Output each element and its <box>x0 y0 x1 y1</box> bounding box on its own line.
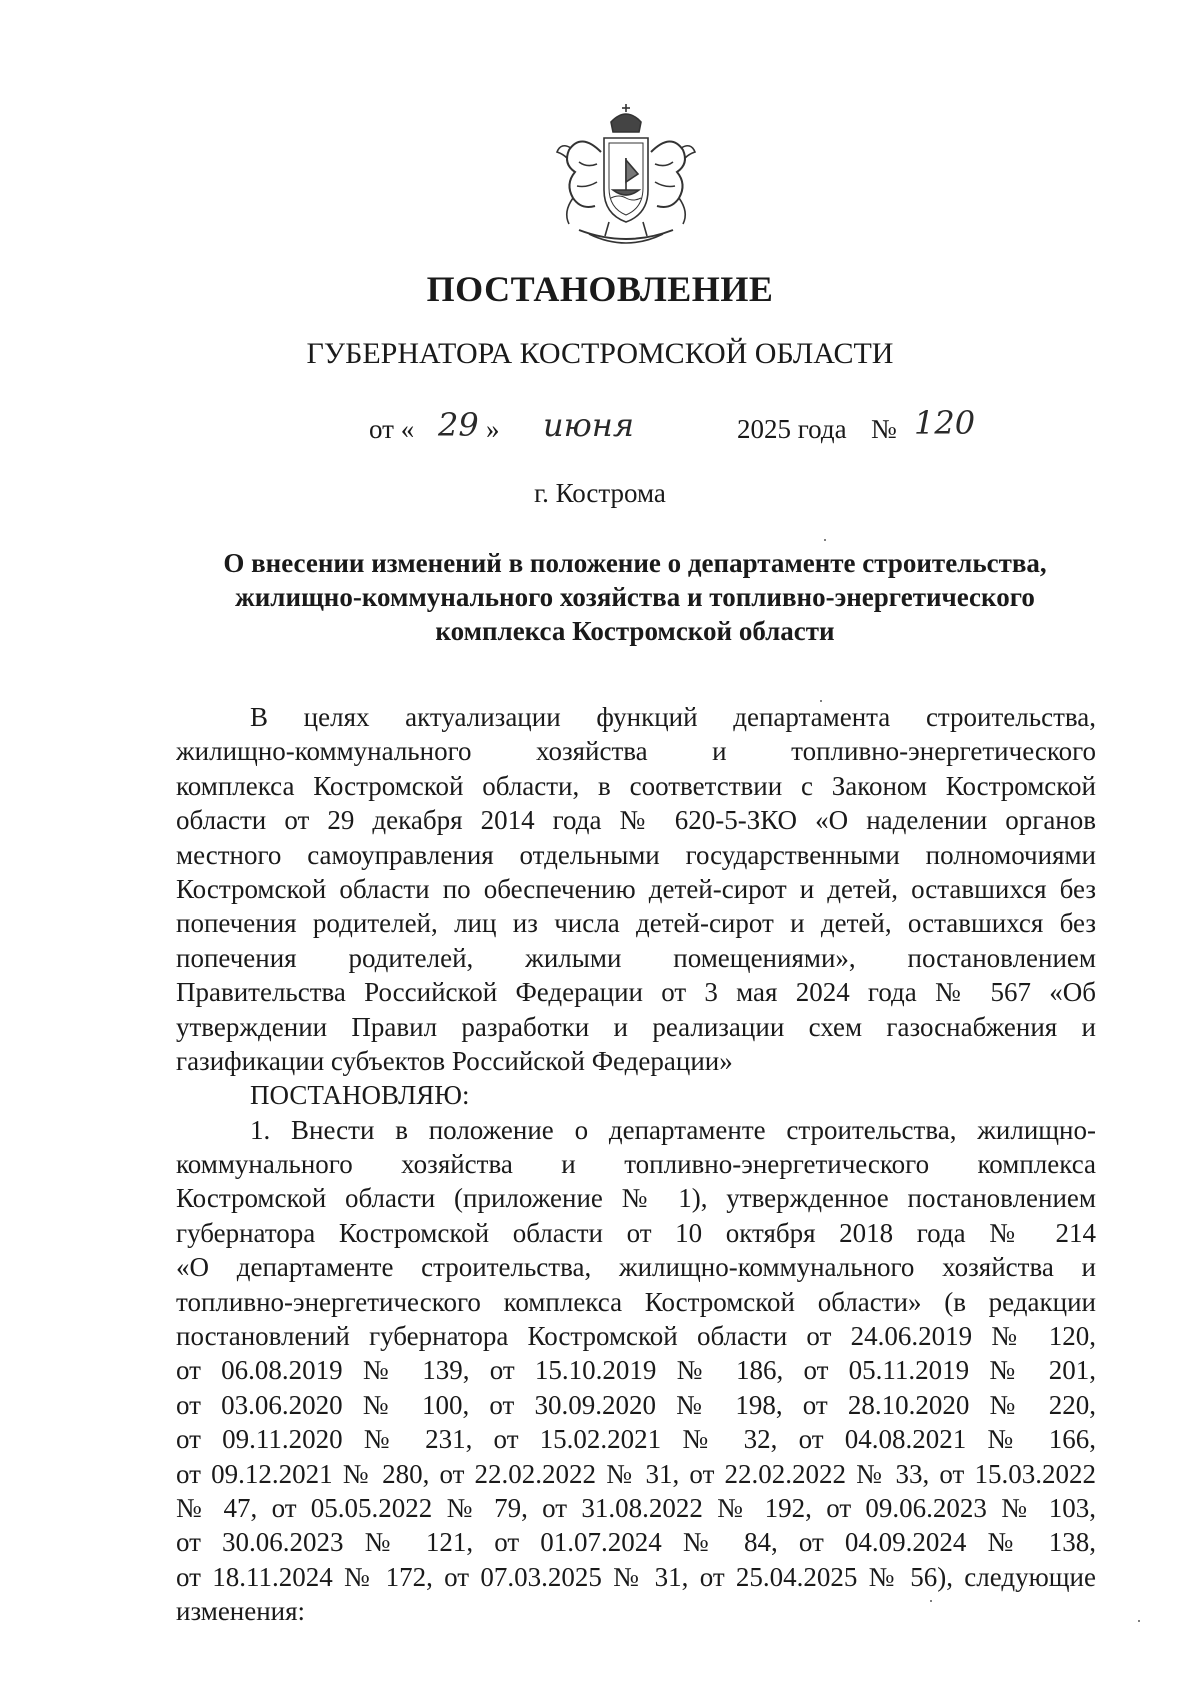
body-line: «О департаменте строительства, жилищно-коммунального хозяйства и <box>176 1252 1096 1283</box>
body-line: ПОСТАНОВЛЯЮ: <box>250 1080 470 1111</box>
issuing-authority: ГУБЕРНАТОРА КОСТРОМСКОЙ ОБЛАСТИ <box>306 337 894 370</box>
body-line: от 09.11.2020 № 231, от 15.02.2021 № 32, от 04.08.2021 № 166, <box>176 1424 1096 1455</box>
scan-speck <box>824 539 826 541</box>
body-line: от 09.12.2021 № 280, от 22.02.2022 № 31, от 22.02.2022 № 33, от 15.03.2022 <box>176 1458 1096 1489</box>
body-line: 1. Внести в положение о департаменте строительства, жилищно- <box>250 1114 1096 1145</box>
body-line: газификации субъектов Российской Федерации» <box>176 1045 733 1076</box>
subject-line: О внесении изменений в положение о департаменте строительства, <box>223 548 1047 578</box>
body-line: от 06.08.2019 № 139, от 15.10.2019 № 186, от 05.11.2019 № 201, <box>176 1355 1096 1386</box>
body-line: В целях актуализации функций департамента строительства, <box>250 702 1096 732</box>
date-day-handwritten: 29 <box>438 406 479 444</box>
date-mid-quote: » <box>486 414 500 444</box>
date-month-handwritten: июня <box>543 406 635 444</box>
body-line: от 18.11.2024 № 172, от 07.03.2025 № 31, от 25.04.2025 № 56), следующие <box>176 1561 1096 1592</box>
body-line: попечения родителей, лиц из числа детей-сирот и детей, оставшихся без <box>176 908 1096 939</box>
subject-line: комплекса Костромской области <box>435 616 835 646</box>
body-line: жилищно-коммунального хозяйства и топливно-энергетического <box>176 736 1096 767</box>
body-line: утверждении Правил разработки и реализации схем газоснабжения и <box>176 1011 1096 1042</box>
document-subject <box>170 546 1100 648</box>
body-line: изменения: <box>176 1596 306 1627</box>
body-line: области от 29 декабря 2014 года № 620-5-ЗКО «О наделении органов <box>176 805 1096 836</box>
city-of-issue: г. Кострома <box>534 478 666 508</box>
body-line: Костромской области (приложение № 1), утвержденное постановлением <box>176 1183 1096 1214</box>
body-line: губернатора Костромской области от 10 октября 2018 года № 214 <box>176 1217 1096 1248</box>
coat-of-arms-icon <box>549 102 703 252</box>
scan-speck <box>1138 1620 1140 1622</box>
body-line: Костромской области по обеспечению детей-сирот и детей, оставшихся без <box>176 873 1096 904</box>
body-line: № 47, от 05.05.2022 № 79, от 31.08.2022 № 192, от 09.06.2023 № 103, <box>176 1492 1096 1523</box>
scan-speck <box>820 700 822 702</box>
date-number-line <box>0 404 1200 450</box>
body-line: местного самоуправления отдельными государственными полномочиями <box>176 839 1096 870</box>
number-sign: № <box>871 414 897 444</box>
body-line: от 30.06.2023 № 121, от 01.07.2024 № 84, от 04.09.2024 № 138, <box>176 1527 1096 1558</box>
body-line: попечения родителей, жилыми помещениями», постановлением <box>176 942 1096 973</box>
date-prefix: от « <box>369 414 415 444</box>
document-type-title: ПОСТАНОВЛЕНИЕ <box>426 269 774 309</box>
body-line: топливно-энергетического комплекса Костромской области» (в редакции <box>176 1286 1096 1317</box>
document-body <box>176 700 1096 1629</box>
document-number-handwritten: 120 <box>914 404 976 442</box>
date-year: 2025 года <box>737 414 847 444</box>
scan-speck <box>930 1600 932 1602</box>
body-line: коммунального хозяйства и топливно-энергетического комплекса <box>176 1149 1096 1180</box>
body-line: постановлений губернатора Костромской области от 24.06.2019 № 120, <box>176 1321 1096 1352</box>
subject-line: жилищно-коммунального хозяйства и топливно-энергетического <box>235 582 1035 612</box>
body-line: комплекса Костромской области, в соответствии с Законом Костромской <box>176 770 1096 801</box>
body-line: Правительства Российской Федерации от 3 мая 2024 года № 567 «Об <box>176 977 1096 1008</box>
body-line: от 03.06.2020 № 100, от 30.09.2020 № 198, от 28.10.2020 № 220, <box>176 1389 1096 1420</box>
